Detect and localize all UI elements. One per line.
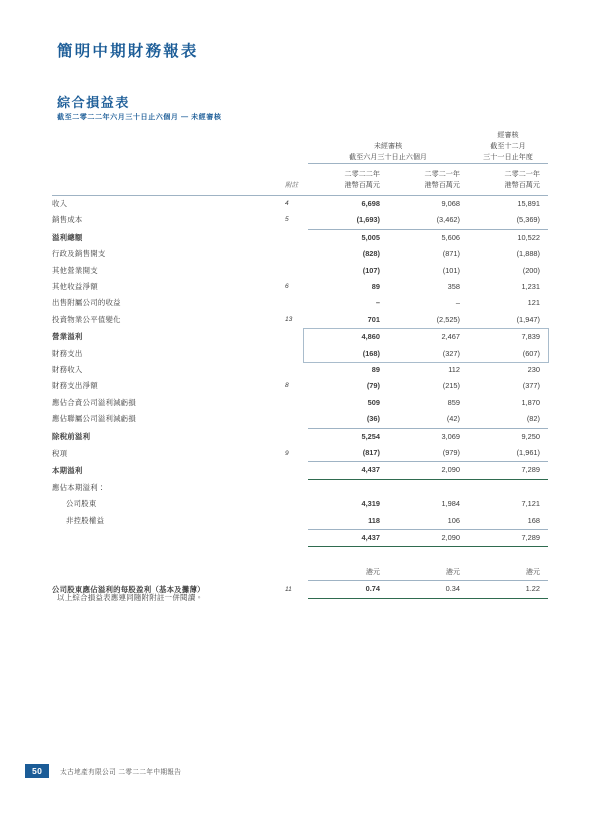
statement-footnote: 以上綜合損益表應連同隨附附註一併閱讀。: [57, 593, 204, 602]
row-label: 行政及銷售開支: [52, 249, 106, 259]
row-label: 本期溢利: [52, 465, 83, 475]
row-value-current: 5,005: [308, 229, 388, 246]
row-value-fullyear: 1.22: [468, 581, 548, 598]
row-value-current: (1,693): [356, 215, 380, 225]
group-header-audited-line3: 三十一日止年度: [483, 152, 533, 161]
section-subtitle: 截至二零二二年六月三十日止六個月 — 未經審核: [57, 113, 222, 121]
row-label: 溢利總額: [52, 232, 83, 242]
row-note: [284, 428, 308, 445]
row-note: [284, 530, 308, 547]
row-value-fullyear: 7,289: [468, 462, 548, 479]
row-note: [284, 246, 308, 262]
col-head-fullyear-year: 二零二一年: [504, 169, 540, 178]
row-note: 8: [285, 382, 289, 390]
col-head-fullyear-unit: 港幣百萬元: [504, 180, 540, 189]
row-value-fullyear: (377): [522, 381, 540, 391]
row-value-current: (79): [366, 381, 380, 391]
table-row: [52, 362, 548, 378]
row-label: 營業溢利: [52, 332, 83, 342]
row-value-fullyear: 9,250: [468, 428, 548, 445]
table-row: [52, 329, 548, 346]
table-row: [52, 229, 548, 246]
row-value-fullyear: 121: [527, 298, 540, 308]
row-label: 收入: [52, 198, 68, 208]
row-label: 應佔聯屬公司溢利減虧損: [52, 414, 137, 424]
row-note: [284, 411, 308, 428]
row-label: 投資物業公平值變化: [52, 314, 121, 324]
column-head-row: [52, 163, 548, 194]
row-label: 公司股東: [66, 499, 97, 509]
row-value-prior: (42): [446, 414, 460, 424]
row-note: [284, 513, 308, 530]
row-value-fullyear: (1,947): [516, 314, 540, 324]
page-number-badge: 50: [25, 764, 49, 778]
row-label: 公司股東應佔溢利的每股盈利（基本及攤薄）: [52, 584, 205, 594]
unit-fullyear: 港元: [525, 568, 540, 577]
row-value-current: (828): [362, 249, 380, 259]
table-row: [52, 346, 548, 362]
row-value-prior: (3,462): [436, 215, 460, 225]
row-value-current: 4,860: [308, 329, 388, 346]
row-value-current: 6,698: [361, 198, 380, 208]
row-value-current: [308, 479, 388, 496]
row-note: [284, 329, 308, 346]
row-value-fullyear: (200): [522, 265, 540, 275]
row-value-fullyear: 15,891: [517, 198, 540, 208]
row-value-fullyear: 10,522: [468, 229, 548, 246]
row-value-prior: 2,467: [388, 329, 468, 346]
row-note: 6: [285, 282, 289, 290]
row-value-prior: (979): [442, 448, 460, 458]
row-label: 其他營業開支: [52, 265, 98, 275]
row-value-fullyear: 1,231: [521, 281, 540, 291]
row-note: [284, 395, 308, 411]
row-value-prior: 5,606: [388, 229, 468, 246]
row-value-prior: 0.34: [388, 581, 468, 598]
row-note: [284, 229, 308, 246]
group-header-audited-line1: 經審核: [497, 131, 519, 139]
row-label: 除稅前溢利: [52, 431, 91, 441]
row-value-fullyear: (1,888): [516, 249, 540, 259]
row-value-current: –: [375, 298, 380, 308]
col-head-current-unit: 港幣百萬元: [344, 180, 380, 189]
unit-row: [52, 564, 548, 580]
row-value-prior: 358: [447, 281, 460, 291]
group-header-audited: [468, 130, 548, 163]
row-value-prior: 112: [448, 364, 460, 374]
row-value-fullyear: 7,289: [468, 530, 548, 547]
group-header-audited-line2: 截至十二月: [490, 141, 526, 150]
row-value-fullyear: (607): [522, 348, 540, 358]
row-note: [284, 346, 308, 362]
table-spacer: [52, 547, 548, 565]
row-value-prior: 2,090: [388, 530, 468, 547]
row-value-current: 0.74: [308, 581, 388, 598]
row-label: 稅項: [52, 448, 68, 458]
income-statement-table: [52, 130, 548, 599]
table-row: [52, 496, 548, 512]
row-value-fullyear: (82): [526, 414, 540, 424]
page-footer: [25, 764, 181, 778]
row-value-prior: (327): [442, 348, 460, 358]
row-note: [284, 295, 308, 311]
page-title: 簡明中期財務報表: [57, 43, 199, 60]
col-head-note: 附註: [285, 181, 299, 189]
row-value-prior: –: [455, 298, 460, 308]
row-value-prior: (215): [442, 381, 460, 391]
row-value-fullyear: 1,870: [521, 397, 540, 407]
unit-prior: 港元: [445, 568, 460, 577]
row-value-prior: (2,525): [436, 314, 460, 324]
table-row: [52, 445, 548, 462]
row-value-prior: 2,090: [388, 462, 468, 479]
col-head-current-year: 二零二二年: [344, 169, 380, 178]
row-value-current: (107): [362, 265, 380, 275]
row-value-prior: 3,069: [388, 428, 468, 445]
table-row: [52, 395, 548, 411]
table-row: [52, 378, 548, 394]
row-note: 11: [285, 585, 292, 593]
row-note: 4: [285, 199, 289, 207]
row-value-prior: [388, 479, 468, 496]
table-row: [52, 312, 548, 329]
group-header-unaudited-line1: 未經審核: [373, 141, 403, 150]
col-head-current: [308, 163, 388, 194]
row-note: 9: [285, 449, 289, 457]
row-value-prior: 9,068: [441, 198, 460, 208]
footer-company-line: 太古地產有限公司 二零二二年中期報告: [60, 769, 182, 777]
row-value-current: 118: [368, 515, 380, 525]
group-header-row: [52, 130, 548, 163]
row-label: 應佔本期溢利：: [52, 482, 106, 492]
row-label: 銷售成本: [52, 215, 83, 225]
table-row: [52, 212, 548, 229]
row-label: 出售附屬公司的收益: [52, 298, 121, 308]
row-note: [284, 496, 308, 512]
row-label: 財務支出淨額: [52, 381, 98, 391]
row-note: [284, 479, 308, 496]
row-value-current: 4,437: [308, 530, 388, 547]
row-value-current: 5,254: [308, 428, 388, 445]
group-header-unaudited: [308, 130, 468, 163]
table-row: [52, 279, 548, 295]
table-row: [52, 462, 548, 479]
row-value-fullyear: 7,121: [521, 499, 540, 509]
table-row: [52, 530, 548, 547]
row-label: 財務支出: [52, 348, 83, 358]
row-label: 其他收益淨額: [52, 281, 98, 291]
row-value-current: (168): [362, 348, 380, 358]
table-row: [52, 246, 548, 262]
row-value-prior: 106: [447, 515, 460, 525]
row-value-current: (817): [362, 448, 380, 458]
col-head-prior-year: 二零二一年: [424, 169, 460, 178]
unit-row-note: [284, 564, 308, 580]
row-note: 13: [285, 315, 293, 323]
row-value-current: 89: [371, 364, 380, 374]
row-note: 5: [285, 216, 289, 224]
row-value-current: (36): [366, 414, 380, 424]
section-title: 綜合損益表: [57, 95, 131, 110]
row-value-current: 4,319: [361, 499, 380, 509]
row-value-fullyear: 7,839: [468, 329, 548, 346]
row-value-fullyear: 168: [527, 515, 540, 525]
row-value-prior: (871): [442, 249, 460, 259]
row-note: [284, 263, 308, 279]
table-row: [52, 513, 548, 530]
row-value-prior: (101): [442, 265, 460, 275]
row-value-fullyear: (1,961): [516, 448, 540, 458]
col-head-fullyear: [468, 163, 548, 194]
table-row: [52, 295, 548, 311]
row-label: 財務收入: [52, 364, 83, 374]
table-row: [52, 263, 548, 279]
table-row: [52, 411, 548, 428]
row-label: 非控股權益: [66, 516, 105, 526]
table-row: [52, 428, 548, 445]
row-note: [284, 462, 308, 479]
row-value-prior: 1,984: [441, 499, 460, 509]
row-value-fullyear: [468, 479, 548, 496]
row-note: [284, 362, 308, 378]
row-value-current: 89: [371, 281, 380, 291]
col-head-prior-unit: 港幣百萬元: [424, 180, 460, 189]
row-value-fullyear: (5,369): [516, 215, 540, 225]
row-label: 應佔合資公司溢利減虧損: [52, 397, 137, 407]
row-value-current: 701: [367, 314, 380, 324]
table-row: [52, 195, 548, 212]
row-value-current: 509: [367, 397, 380, 407]
group-header-unaudited-line2: 截至六月三十日止六個月: [348, 152, 428, 161]
unit-current: 港元: [365, 568, 380, 577]
row-value-current: 4,437: [308, 462, 388, 479]
col-head-prior: [388, 163, 468, 194]
row-label: [52, 530, 284, 547]
row-value-prior: 859: [447, 397, 460, 407]
unit-row-label: [52, 564, 284, 580]
row-value-fullyear: 230: [527, 364, 540, 374]
table-row: [52, 479, 548, 496]
